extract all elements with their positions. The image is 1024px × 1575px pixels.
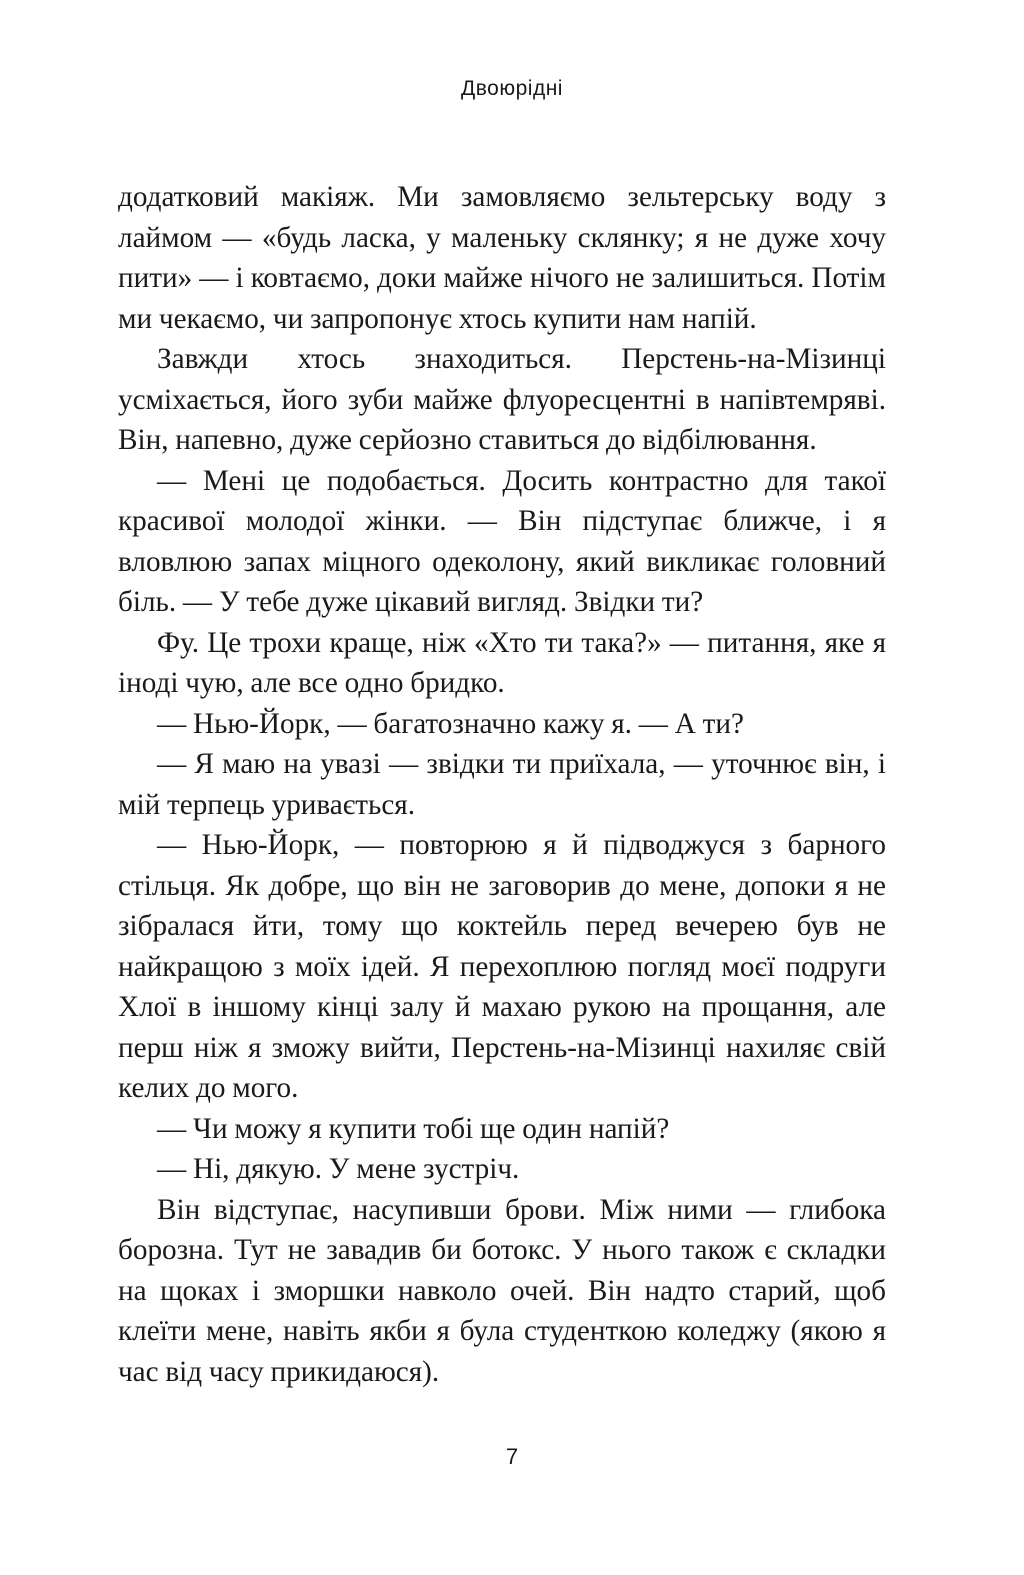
page-number: 7 — [505, 1444, 519, 1469]
paragraph: Завжди хтось знаходиться. Перстень-на-Мізинці усміхається, його зуби майже флуоресцентні в напівтемряві. Він, напевно, дуже серйозно ставиться до відбілювання. — [118, 343, 886, 456]
dialogue-paragraph: — Нью-Йорк, — повторюю я й підводжуся з барного стільця. Як добре, що він не заговорив до мене, допоки я не зібралася йти, тому що коктейль перед вечерею був не найкращою з моїх ідей. Я перехоплюю погляд моєї подруги Хлої в іншому кінці залу й махаю рукою на прощання, але перш ніж я зможу вийти, Перстень-на-Мізинці нахиляє свій келих до мого. — [118, 829, 886, 1104]
paragraph: Фу. Це трохи краще, ніж «Хто ти така?» — питання, яке я іноді чую, але все одно бридко. — [118, 626, 886, 699]
dialogue-paragraph: — Ні, дякую. У мене зустріч. — [157, 1153, 520, 1185]
dialogue-paragraph: — Я маю на увазі — звідки ти приїхала, — уточнює він, і мій терпець уривається. — [118, 748, 886, 821]
paragraph: Він відступає, насупивши брови. Між ними — глибока борозна. Тут не завадив би ботокс. У нього також є складки на щоках і зморшки навколо очей. Він надто старий, щоб клеїти мене, навіть якби я була студенткою коледжу (якою я час від часу прикидаюся). — [118, 1193, 886, 1388]
body-text — [118, 177, 886, 1392]
paragraph-continuation: додатковий макіяж. Ми замовляємо зельтерську воду з лаймом — «будь ласка, у маленьку склянку; я не дуже хочу пити» — і ковтаємо, доки майже нічого не залишиться. Потім ми чекаємо, чи запропонує хтось купити нам напій. — [118, 181, 886, 335]
running-head-title: Двоюрідні — [461, 77, 563, 100]
dialogue-paragraph: — Мені це подобається. Досить контрастно для такої красивої молодої жінки. — Він підступає ближче, і я вловлюю запах міцного одеколону, який викликає головний біль. — У тебе дуже цікавий вигляд. Звідки ти? — [118, 464, 886, 618]
dialogue-paragraph: — Чи можу я купити тобі ще один напій? — [157, 1112, 670, 1145]
dialogue-paragraph: — Нью-Йорк, — багатозначно кажу я. — А ти? — [157, 707, 744, 740]
